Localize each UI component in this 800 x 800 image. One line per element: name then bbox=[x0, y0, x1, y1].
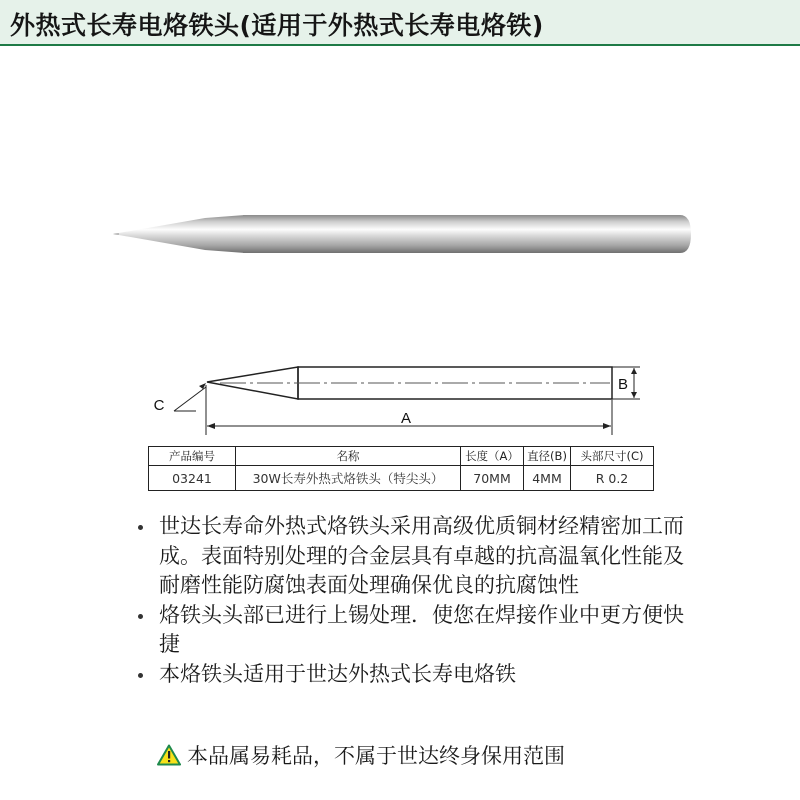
cell-diameter: 4MM bbox=[524, 466, 571, 491]
dim-label-b: B bbox=[617, 376, 629, 393]
bullet-icon bbox=[138, 614, 143, 619]
feature-list bbox=[132, 512, 692, 689]
list-item bbox=[132, 601, 692, 660]
bullet-icon bbox=[138, 525, 143, 530]
list-item-text: 世达长寿命外热式烙铁头采用高级优质铜材经精密加工而成。表面特别处理的合金层具有卓越的抗高温氧化性能及耐磨性能防腐蚀表面处理确保优良的抗腐蚀性 bbox=[159, 514, 684, 597]
cell-name: 30W长寿外热式烙铁头（特尖头） bbox=[236, 466, 461, 491]
col-header-tip-size: 头部尺寸(C) bbox=[571, 447, 654, 466]
list-item-text: 烙铁头头部已进行上锡处理．使您在焊接作业中更方便快捷 bbox=[159, 602, 684, 656]
cell-tip-size: R 0.2 bbox=[571, 466, 654, 491]
consumable-notice bbox=[157, 740, 565, 770]
col-header-name: 名称 bbox=[236, 447, 461, 466]
col-header-diameter: 直径(B) bbox=[524, 447, 571, 466]
title-bar bbox=[0, 0, 800, 46]
product-photo bbox=[105, 200, 705, 270]
dim-label-c: C bbox=[153, 397, 165, 414]
table-row bbox=[149, 466, 654, 491]
cell-length: 70MM bbox=[461, 466, 524, 491]
list-item-text: 本烙铁头适用于世达外热式长寿电烙铁 bbox=[159, 661, 516, 686]
col-header-length: 长度（A） bbox=[461, 447, 524, 466]
dim-label-a: A bbox=[400, 410, 412, 427]
col-header-part-no: 产品编号 bbox=[149, 447, 236, 466]
list-item bbox=[132, 512, 692, 601]
cell-part-no: 03241 bbox=[149, 466, 236, 491]
spec-table bbox=[148, 446, 654, 491]
notice-text: 本品属易耗品，不属于世达终身保用范围 bbox=[187, 744, 565, 768]
page-title: 外热式长寿电烙铁头(适用于外热式长寿电烙铁) bbox=[10, 11, 544, 40]
table-header-row bbox=[149, 447, 654, 466]
warning-icon bbox=[157, 744, 181, 766]
list-item bbox=[132, 660, 692, 690]
dimension-diagram bbox=[140, 355, 660, 443]
bullet-icon bbox=[138, 673, 143, 678]
